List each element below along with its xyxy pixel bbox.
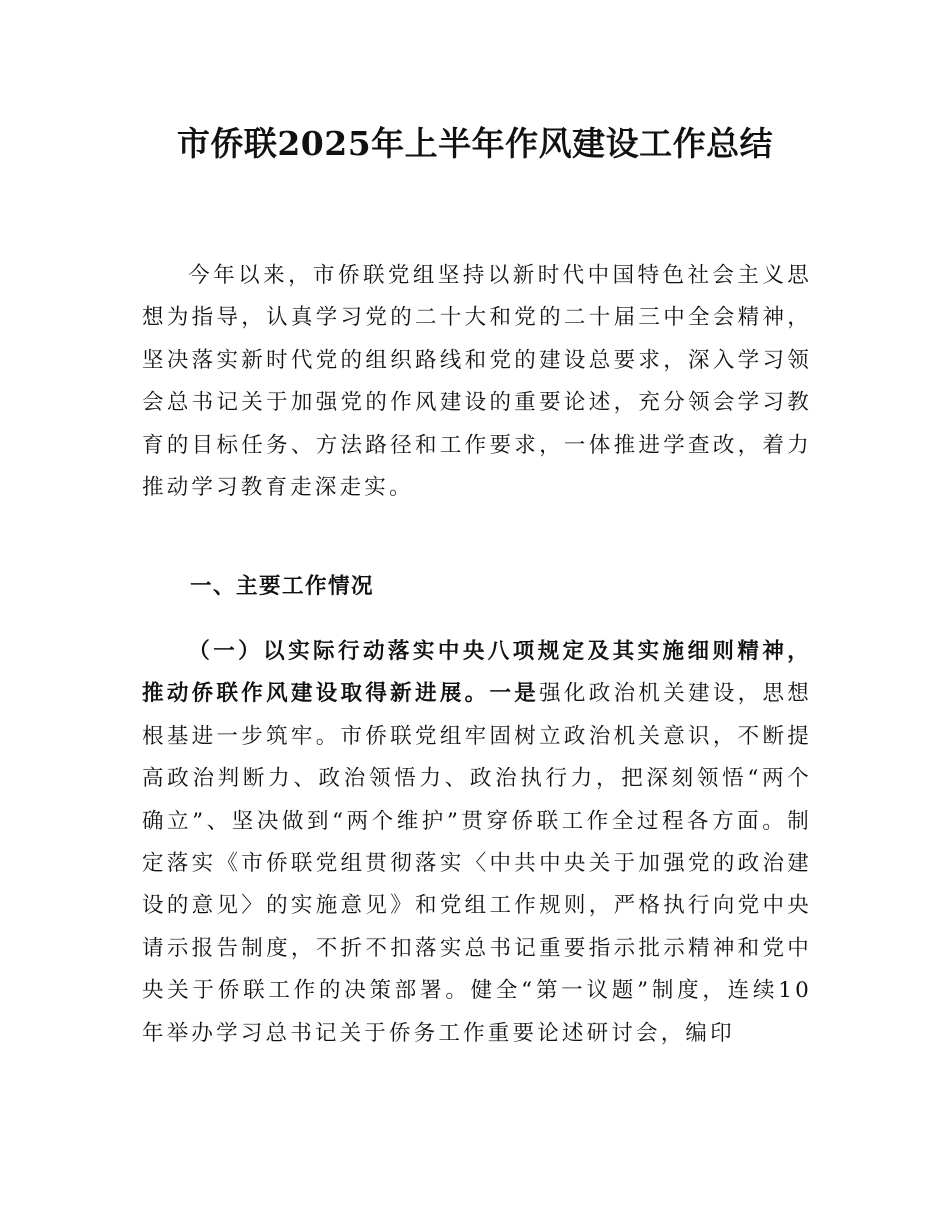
document-title: 市侨联2025年上半年作风建设工作总结 (176, 124, 774, 163)
intro-paragraph (142, 255, 812, 509)
section-heading-main-work: 一、主要工作情况 (190, 574, 375, 599)
intro-paragraph-text: 今年以来，市侨联党组坚持以新时代中国特色社会主义思想为指导，认真学习党的二十大和党的二十届三中全会精神，坚决落实新时代党的组织路线和党的建设总要求，深入学习领会总书记关于加强党的作风建设的重要论述，充分领会学习教育的目标任务、方法路径和工作要求，一体推进学查改，着力推动学习教育走深走实。 (142, 263, 812, 501)
section1-bold-lead: （一）以实际行动落实中央八项规定及其实施细则精神，推动侨联作风建设取得新进展。 (142, 639, 812, 707)
section1-marker: 一是 (489, 681, 540, 707)
section1-paragraph (142, 631, 812, 1055)
section1-text: 强化政治机关建设，思想根基进一步筑牢。市侨联党组牢固树立政治机关意识，不断提高政治判断力、政治领悟力、政治执行力，把深刻领悟“两个确立”、坚决做到“两个维护”贯穿侨联工作全过程各方面。制定落实《市侨联党组贯彻落实〈中共中央关于加强党的政治建设的意见〉的实施意见》和党组工作规则，严格执行向党中央请示报告制度，不折不扣落实总书记重要指示批示精神和党中央关于侨联工作的决策部署。健全“第一议题”制度，连续10年举办学习总书记关于侨务工作重要论述研讨会，编印 (142, 681, 812, 1046)
